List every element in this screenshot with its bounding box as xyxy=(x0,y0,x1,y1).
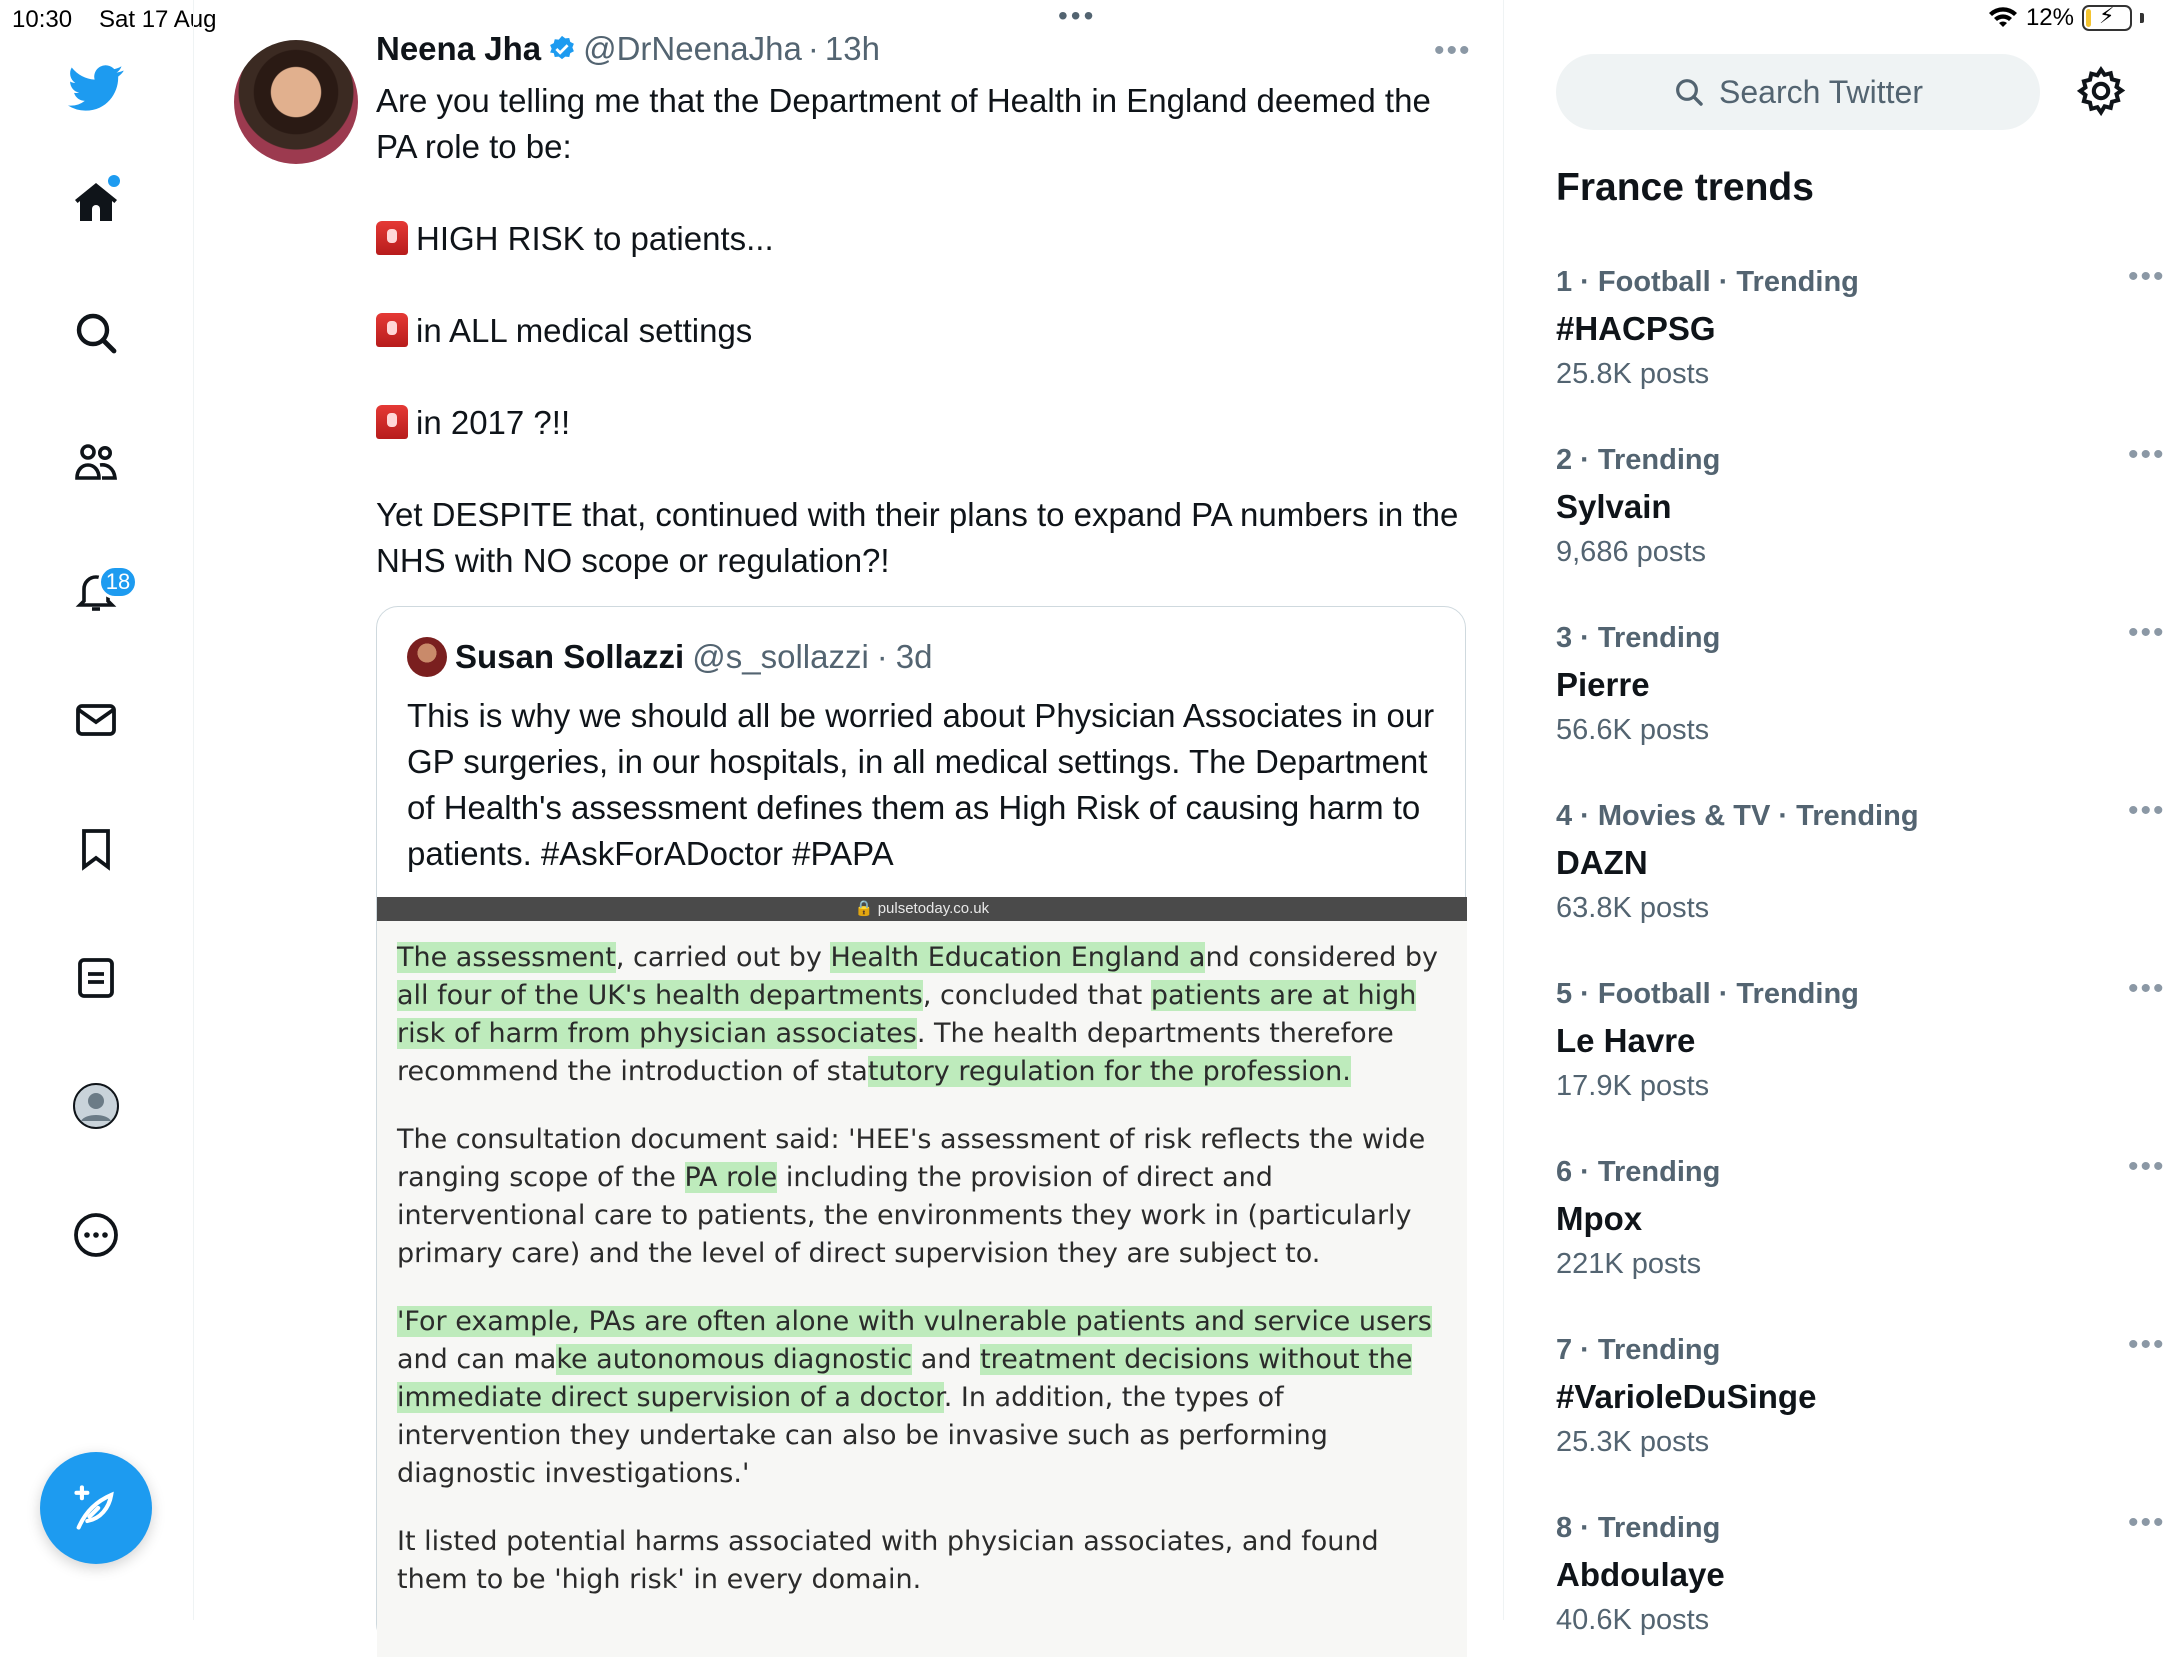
nav-lists[interactable] xyxy=(56,938,136,1018)
highlighted-text: The assessment xyxy=(397,942,616,973)
siren-emoji-icon xyxy=(376,313,408,347)
trend-name: Sylvain xyxy=(1556,488,1672,525)
trend-post-count: 221K posts xyxy=(1556,1248,1702,1280)
tweet-line xyxy=(376,308,1466,354)
nav-more[interactable] xyxy=(56,1195,136,1275)
tweet-line-text: in 2017 ?!! xyxy=(416,404,571,441)
trend-item[interactable] xyxy=(1556,260,2166,426)
article-text: and can ma xyxy=(397,1344,557,1375)
trend-meta: 8 · Trending xyxy=(1556,1512,1721,1544)
trend-more-options-icon[interactable]: ••• xyxy=(2128,972,2166,1005)
article-text: . The health departments therefore recommend the introduction of sta xyxy=(397,1018,1394,1087)
trend-item[interactable] xyxy=(1556,1150,2166,1316)
trend-item[interactable] xyxy=(1556,1328,2166,1494)
trend-post-count: 40.6K posts xyxy=(1556,1604,1710,1636)
highlighted-text: PA role xyxy=(684,1162,778,1193)
trend-item[interactable] xyxy=(1556,616,2166,782)
trend-post-count: 25.3K posts xyxy=(1556,1426,1710,1458)
tweet-line-text: in ALL medical settings xyxy=(416,312,753,349)
quoted-author-name: Susan Sollazzi xyxy=(455,638,685,675)
siren-emoji-icon xyxy=(376,221,408,255)
article-text: The consultation document said: 'HEE's assessment of risk reflects the wide ranging scope of the xyxy=(397,1124,1426,1193)
gear-icon[interactable] xyxy=(2074,64,2128,118)
tweet-line xyxy=(376,400,1466,446)
trend-item[interactable] xyxy=(1556,794,2166,960)
status-time: 10:30 xyxy=(12,6,73,33)
trend-name: Le Havre xyxy=(1556,1022,1696,1059)
image-url-text: pulsetoday.co.uk xyxy=(877,900,990,917)
trend-meta: 2 · Trending xyxy=(1556,444,1721,476)
trends-title: France trends xyxy=(1556,166,1814,209)
tweet-more-options-icon[interactable]: ••• xyxy=(1434,34,1472,67)
quoted-author-handle: @s_sollazzi xyxy=(692,638,869,675)
charging-bolt-icon: ⚡ xyxy=(2099,3,2115,28)
nav-bookmarks[interactable] xyxy=(56,809,136,889)
quoted-author-avatar xyxy=(407,637,447,677)
tweet-line-text: HIGH RISK to patients... xyxy=(416,220,774,257)
trend-post-count: 9,686 posts xyxy=(1556,536,1706,568)
trend-meta: 1 · Football · Trending xyxy=(1556,266,1859,298)
profile-avatar-icon xyxy=(72,1082,120,1130)
article-paragraph xyxy=(397,1121,1447,1273)
trend-item[interactable] xyxy=(1556,972,2166,1138)
envelope-icon xyxy=(72,696,120,744)
home-unread-dot xyxy=(108,175,120,187)
trend-item[interactable] xyxy=(1556,1506,2166,1672)
author-avatar[interactable] xyxy=(234,40,358,164)
quoted-tweet-image[interactable] xyxy=(377,897,1467,1657)
lock-icon: 🔒 xyxy=(854,900,874,917)
trend-meta: 7 · Trending xyxy=(1556,1334,1721,1366)
article-paragraph: It listed potential harms associated with physician associates, and found them to be 'high risk' in every domain. xyxy=(397,1526,1379,1595)
quoted-tweet-text: This is why we should all be worried about Physician Associates in our GP surgeries, in our hospitals, in all medical settings. The Department of Health's assessment defines them as High Risk of causing harm to patients. #AskForADoctor #PAPA xyxy=(407,697,1435,872)
author-handle[interactable]: @DrNeenaJha xyxy=(583,30,802,67)
trend-name: Pierre xyxy=(1556,666,1650,703)
side-nav xyxy=(0,0,194,1620)
trend-name: DAZN xyxy=(1556,844,1648,881)
article-text: , carried out by xyxy=(615,942,831,973)
status-date: Sat 17 Aug xyxy=(99,6,217,33)
lists-icon xyxy=(72,954,120,1002)
trend-meta: 3 · Trending xyxy=(1556,622,1721,654)
trend-more-options-icon[interactable]: ••• xyxy=(2128,1506,2166,1539)
nav-profile[interactable] xyxy=(56,1066,136,1146)
notifications-badge: 18 xyxy=(98,565,138,599)
siren-emoji-icon xyxy=(376,405,408,439)
article-text: , concluded that xyxy=(922,980,1151,1011)
highlighted-text: ke autonomous diagnostic xyxy=(556,1344,913,1375)
trend-name: Mpox xyxy=(1556,1200,1643,1237)
article-text: . In addition, the types of intervention they undertake can also be invasive such as performing diagnostic investigations.' xyxy=(397,1382,1328,1489)
trend-post-count: 25.8K posts xyxy=(1556,358,1710,390)
nav-communities[interactable] xyxy=(56,422,136,502)
search-icon xyxy=(72,309,120,357)
trend-meta: 6 · Trending xyxy=(1556,1156,1721,1188)
article-text: nd considered by xyxy=(1205,942,1439,973)
trend-more-options-icon[interactable]: ••• xyxy=(2128,1150,2166,1183)
bookmark-icon xyxy=(72,825,120,873)
article-text: including the provision of direct and interventional care to patients, the environments they work in (particularly primary care) and the level of direct supervision they are subject to. xyxy=(397,1162,1412,1269)
trend-meta: 5 · Football · Trending xyxy=(1556,978,1859,1010)
tweet-header xyxy=(376,30,880,68)
trend-name: #HACPSG xyxy=(1556,310,1716,347)
highlighted-text: tutory regulation for the profession. xyxy=(867,1056,1351,1087)
highlighted-text: patients are at high risk of harm from physician associates xyxy=(397,980,1417,1049)
quoted-tweet[interactable] xyxy=(376,606,1466,1646)
article-paragraph xyxy=(397,939,1447,1091)
search-icon xyxy=(1673,76,1705,108)
tweet-time[interactable]: 13h xyxy=(824,30,880,67)
separator-dot: · xyxy=(807,30,819,67)
trend-more-options-icon[interactable]: ••• xyxy=(2128,616,2166,649)
trend-meta: 4 · Movies & TV · Trending xyxy=(1556,800,1919,832)
article-excerpt xyxy=(377,921,1467,1599)
tweet-line: Are you telling me that the Department of Health in England deemed the PA role to be: xyxy=(376,82,1431,165)
highlighted-text: 'For example, PAs are often alone with vulnerable patients and service users xyxy=(397,1306,1432,1337)
nav-notifications[interactable] xyxy=(56,551,136,631)
trend-name: #VarioleDuSinge xyxy=(1556,1378,1817,1415)
right-sidebar xyxy=(1504,0,2166,1636)
trend-more-options-icon[interactable]: ••• xyxy=(2128,438,2166,471)
trend-post-count: 56.6K posts xyxy=(1556,714,1710,746)
highlighted-text: all four of the UK's health departments xyxy=(397,980,923,1011)
tweet-line xyxy=(376,216,1466,262)
trend-more-options-icon[interactable]: ••• xyxy=(2128,794,2166,827)
trend-item[interactable] xyxy=(1556,438,2166,604)
timeline-column xyxy=(194,0,1504,1620)
multitasking-dots-icon[interactable]: ••• xyxy=(1058,0,1097,31)
article-paragraph xyxy=(397,1303,1447,1493)
compose-feather-icon xyxy=(70,1482,122,1534)
trend-post-count: 63.8K posts xyxy=(1556,892,1710,924)
highlighted-text: treatment decisions without the immediate direct supervision of a doctor xyxy=(397,1344,1413,1413)
trend-post-count: 17.9K posts xyxy=(1556,1070,1710,1102)
article-text: and xyxy=(912,1344,981,1375)
nav-messages[interactable] xyxy=(56,680,136,760)
trend-more-options-icon[interactable]: ••• xyxy=(2128,1328,2166,1361)
more-circle-icon xyxy=(72,1211,120,1259)
quoted-tweet-header xyxy=(407,637,933,677)
quoted-tweet-time: 3d xyxy=(895,638,933,675)
search-placeholder: Search Twitter xyxy=(1719,73,1923,110)
author-name[interactable]: Neena Jha xyxy=(376,30,542,67)
trend-name: Abdoulaye xyxy=(1556,1556,1725,1593)
highlighted-text: Health Education England a xyxy=(830,942,1206,973)
tweet-text xyxy=(376,78,1466,584)
separator-dot: · xyxy=(876,638,888,675)
communities-icon xyxy=(72,438,120,486)
trend-more-options-icon[interactable]: ••• xyxy=(2128,260,2166,293)
compose-tweet-button[interactable] xyxy=(40,1452,152,1564)
nav-home[interactable] xyxy=(56,163,136,243)
nav-explore[interactable] xyxy=(56,293,136,373)
verified-badge-icon xyxy=(547,34,577,64)
twitter-logo-icon[interactable] xyxy=(56,48,136,128)
image-url-bar xyxy=(377,897,1467,921)
tweet-line: Yet DESPITE that, continued with their plans to expand PA numbers in the NHS with NO scope or regulation?! xyxy=(376,496,1459,579)
battery-percent: 12% xyxy=(2025,4,2074,31)
search-input[interactable] xyxy=(1556,54,2040,130)
